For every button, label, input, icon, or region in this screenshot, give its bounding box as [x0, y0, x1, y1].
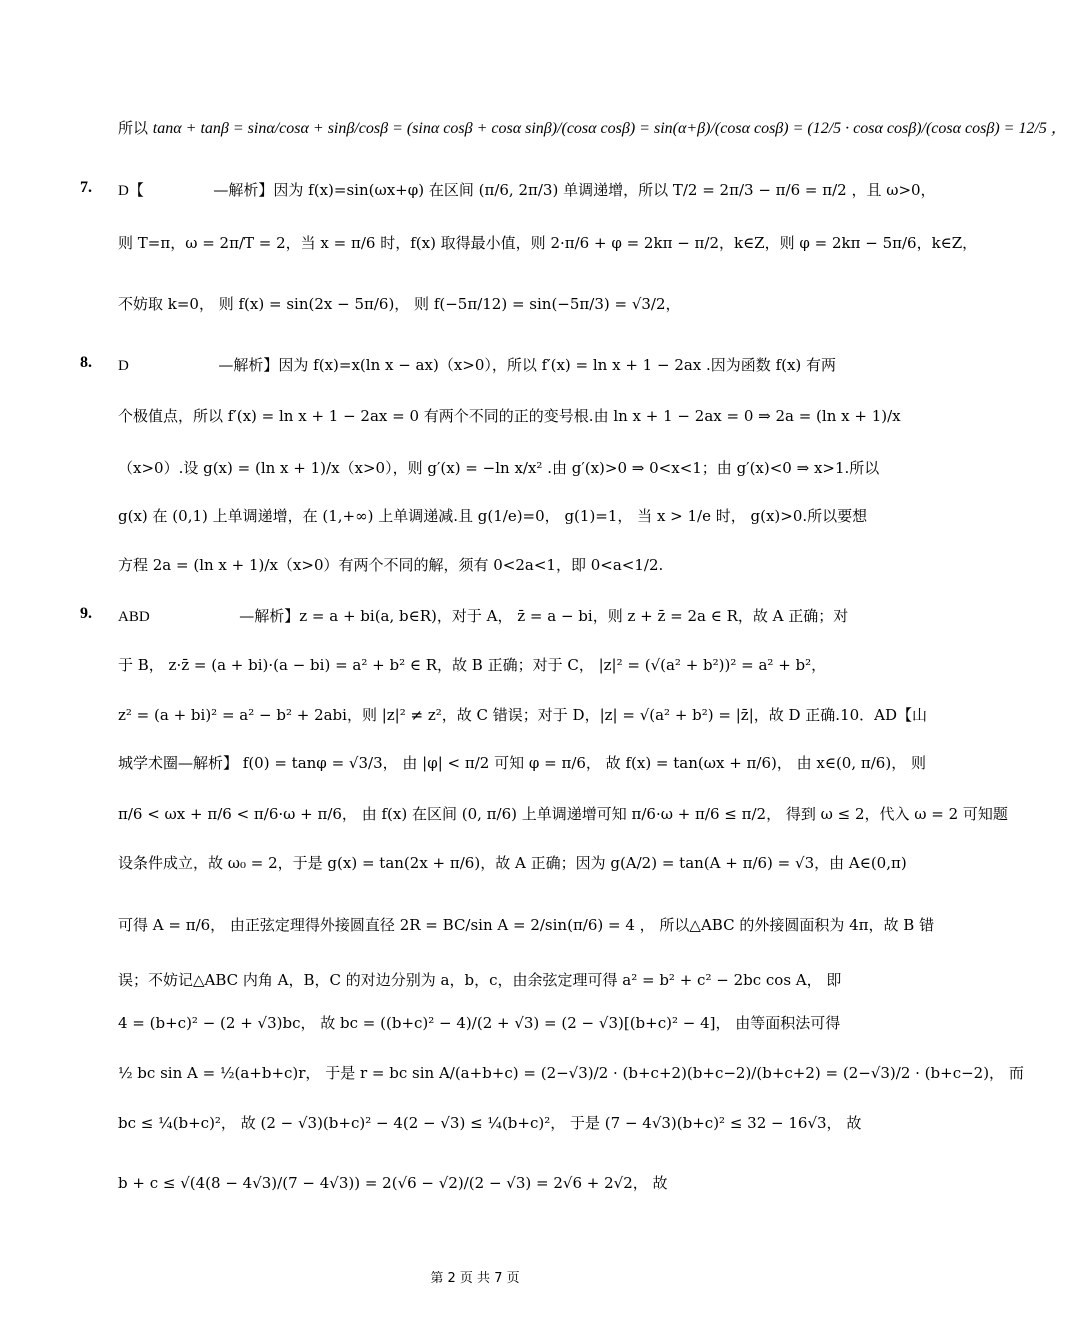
text-line: [118, 704, 928, 726]
line-text: 于 B， z·z̄ = (a + bi)·(a − bi) = a² + b² ∈ R，故 B 正确；对于 C， |z|² = (√(a² + b²))² = a² + b²，: [118, 656, 827, 674]
text-line: [118, 752, 926, 774]
text-line: [118, 232, 978, 254]
line-text: 4 = (b+c)² − (2 + √3)bc， 故 bc = ((b+c)² − 4)/(2 + √3) = (2 − √3)[(b+c)² − 4]， 由等面积法可得: [118, 1014, 841, 1032]
problem-number: 8.: [80, 354, 92, 371]
answer-label: ABD: [118, 609, 150, 625]
line-text: ½ bc sin A = ½(a+b+c)r， 于是 r = bc sin A/(a+b+c) = (2−√3)/2 · (b+c+2)(b+c−2)/(b+c+2) = (2−√3)/2 · (b+c−2)， 而: [118, 1064, 1024, 1082]
text-line: [118, 505, 872, 527]
text-line: [118, 1112, 872, 1134]
text-line: [118, 1012, 872, 1034]
text-line: [118, 605, 872, 628]
problem-number: 9.: [80, 605, 92, 622]
line-text: 方程 2a = (ln x + 1)/x（x>0）有两个不同的解，须有 0<2a<1，即 0<a<1/2.: [118, 556, 664, 574]
line-text: 可得 A = π/6， 由正弦定理得外接圆直径 2R = BC/sin A = 2/sin(π/6) = 4 ， 所以△ABC 的外接圆面积为 4π，故 B 错: [118, 916, 935, 934]
line-text: —解析】因为 f(x)=x(ln x − ax)（x>0），所以 f′(x) = ln x + 1 − 2ax .因为函数 f(x) 有两: [218, 356, 837, 374]
text-line: [118, 457, 880, 479]
text-line: [118, 654, 872, 676]
line-text: g(x) 在 (0,1) 上单调递增，在 (1,+∞) 上单调递减.且 g(1/e)=0， g(1)=1， 当 x > 1/e 时， g(x)>0.所以要想: [118, 507, 868, 525]
text-line: [118, 293, 872, 315]
line-text: 不妨取 k=0， 则 f(x) = sin(2x − 5π/6)， 则 f(−5π/12) = sin(−5π/3) = √3/2，: [118, 295, 681, 313]
line-text: bc ≤ ¼(b+c)²， 故 (2 − √3)(b+c)² − 4(2 − √3) ≤ ¼(b+c)²， 于是 (7 − 4√3)(b+c)² ≤ 32 − 16√3， 故: [118, 1114, 862, 1132]
answer-label: D: [118, 358, 129, 374]
text-line: [118, 354, 872, 377]
text-line: [118, 179, 936, 202]
text-line: [118, 405, 901, 427]
line-text: （x>0）.设 g(x) = (ln x + 1)/x（x>0），则 g′(x) = −ln x/x² .由 g′(x)>0 ⇒ 0<x<1；由 g′(x)<0 ⇒ x>1.所以: [118, 459, 880, 477]
text-line: [118, 969, 872, 991]
text-line: [118, 1062, 1024, 1084]
line-text: 设条件成立，故 ω₀ = 2，于是 g(x) = tan(2x + π/6)，故 A 正确；因为 g(A/2) = tan(A + π/6) = √3，由 A∈(0,π): [118, 854, 907, 872]
line-text: π/6 < ωx + π/6 < π/6·ω + π/6， 由 f(x) 在区间 (0, π/6) 上单调递增可知 π/6·ω + π/6 ≤ π/2， 得到 ω ≤ 2，代入 ω = 2 可知题: [118, 805, 1008, 823]
text-line: [118, 852, 907, 874]
page-footer: 第 2 页 共 7 页: [430, 1271, 520, 1286]
line-text: 城学术圈—解析】 f(0) = tanφ = √3/3， 由 |φ| < π/2 可知 φ = π/6， 故 f(x) = tan(ωx + π/6)， 由 x∈(0, π/6)， 则: [118, 754, 926, 772]
line-text: —解析】z = a + bi(a, b∈R)，对于 A， z̄ = a − bi，则 z + z̄ = 2a ∈ R，故 A 正确；对: [239, 607, 849, 625]
text-line: [118, 803, 1008, 825]
text-line: [118, 554, 872, 576]
line-text: z² = (a + bi)² = a² − b² + 2abi，则 |z|² ≠ z²，故 C 错误；对于 D，|z| = √(a² + b²) = |z̄|，故 D 正确.10．AD【山: [118, 706, 928, 724]
problem-number: 7.: [80, 179, 92, 196]
answer-label: D【: [118, 183, 144, 199]
math-expression: tanα + tanβ = sinα/cosα + sinβ/cosβ = (sinα cosβ + cosα sinβ)/(cosα cosβ) = sin(α+β)/(cosα cosβ) = (12/5 · cosα cosβ)/(cosα cosβ) = 12/5 ，: [152, 120, 1067, 137]
line-text: 误；不妨记△ABC 内角 A，B，C 的对边分别为 a，b，c，由余弦定理可得 a² = b² + c² − 2bc cos A， 即: [118, 971, 842, 989]
text-line: [118, 117, 1067, 140]
text-line: [118, 914, 935, 936]
line-prefix: 所以: [118, 119, 149, 137]
text-line: [118, 1172, 872, 1194]
line-text: b + c ≤ √(4(8 − 4√3)/(7 − 4√3)) = 2(√6 − √2)/(2 − √3) = 2√6 + 2√2， 故: [118, 1174, 668, 1192]
line-text: 则 T=π，ω = 2π/T = 2，当 x = π/6 时，f(x) 取得最小值，则 2·π/6 + φ = 2kπ − π/2，k∈Z，则 φ = 2kπ − 5π/6，k∈Z，: [118, 234, 978, 252]
line-text: 个极值点，所以 f′(x) = ln x + 1 − 2ax = 0 有两个不同的正的变号根.由 ln x + 1 − 2ax = 0 ⇒ 2a = (ln x + 1)/x: [118, 407, 901, 425]
line-text: —解析】因为 f(x)=sin(ωx+φ) 在区间 (π/6, 2π/3) 单调递增，所以 T/2 = 2π/3 − π/6 = π/2 ，且 ω>0，: [213, 181, 936, 199]
